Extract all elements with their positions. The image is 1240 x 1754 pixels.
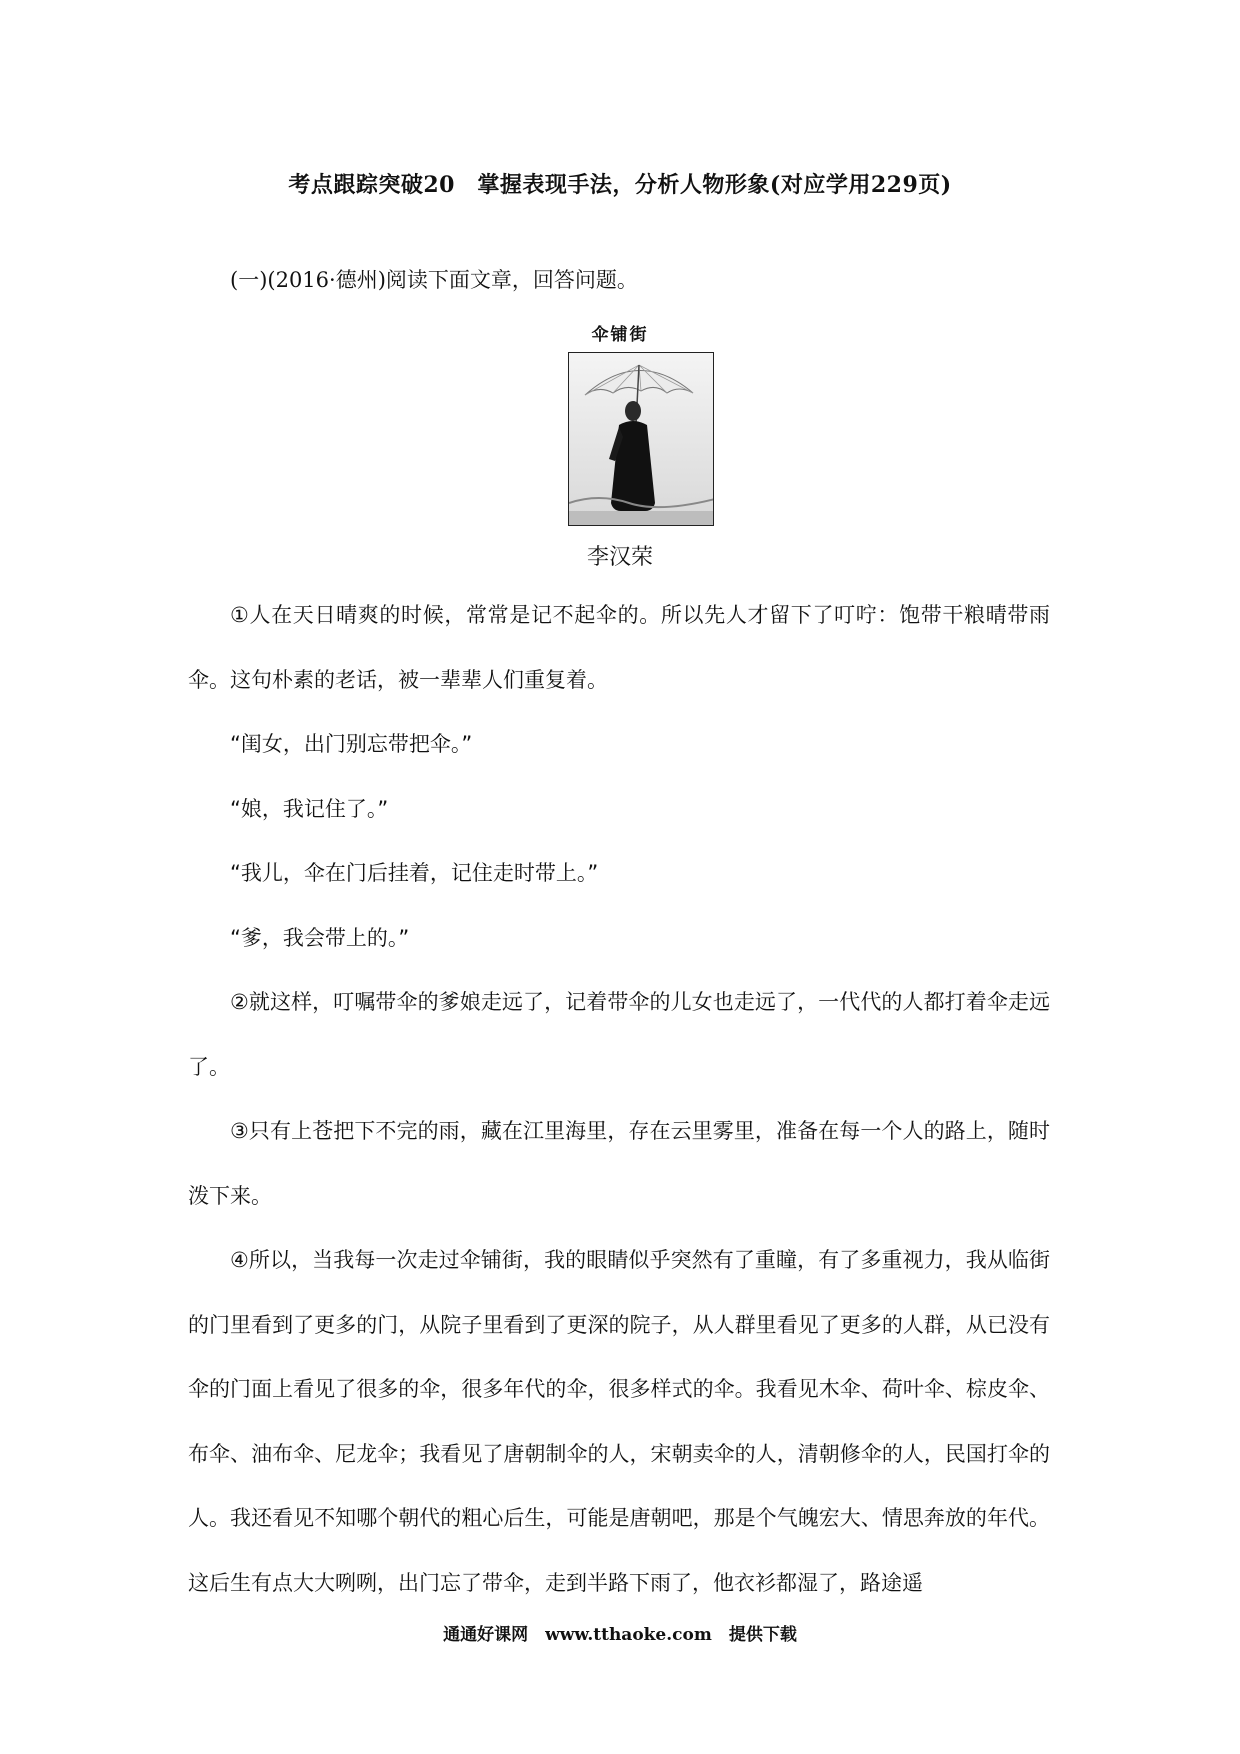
paragraph: ③只有上苍把下不完的雨，藏在江里海里，存在云里雾里，准备在每一个人的路上，随时泼下来。 — [188, 1119, 1050, 1208]
page-heading: 考点跟踪突破20 掌握表现手法，分析人物形象(对应学用229页) — [288, 172, 952, 198]
story-title: 伞铺街 — [591, 325, 649, 345]
paragraph: “爹，我会带上的。” — [230, 925, 410, 950]
umbrella-figure-image — [569, 353, 714, 526]
page-footer: 通通好课网 www.tthaoke.com 提供下载 — [443, 1625, 797, 1645]
paragraph: ②就这样，叮嘱带伞的爹娘走远了，记着带伞的儿女也走远了，一代代的人都打着伞走远了。 — [188, 990, 1050, 1079]
paragraph: “娘，我记住了。” — [230, 796, 389, 821]
question-intro: (一)(2016·德州)阅读下面文章，回答问题。 — [230, 268, 638, 292]
article-body — [188, 583, 1050, 1615]
paragraph: ④所以，当我每一次走过伞铺街，我的眼睛似乎突然有了重瞳，有了多重视力，我从临街的门里看到了更多的门，从院子里看到了更深的院子，从人群里看见了更多的人群，从已没有伞的门面上看见了很多的伞，很多年代的伞，很多样式的伞。我看见木伞、荷叶伞、棕皮伞、布伞、油布伞、尼龙伞；我看见了唐朝制伞的人，宋朝卖伞的人，清朝修伞的人，民国打伞的人。我还看见不知哪个朝代的粗心后生，可能是唐朝吧，那是个气魄宏大、情思奔放的年代。这后生有点大大咧咧，出门忘了带伞，走到半路下雨了，他衣衫都湿了，路途遥 — [188, 1248, 1050, 1595]
paragraph: “我儿，伞在门后挂着，记住走时带上。” — [230, 861, 599, 885]
paragraph: “闺女，出门别忘带把伞。” — [230, 732, 473, 756]
paragraph: ①人在天日晴爽的时候，常常是记不起伞的。所以先人才留下了叮咛：饱带干粮晴带雨伞。这句朴素的老话，被一辈辈人们重复着。 — [188, 603, 1050, 692]
author-photo — [568, 352, 714, 526]
author-name: 李汉荣 — [586, 545, 653, 570]
